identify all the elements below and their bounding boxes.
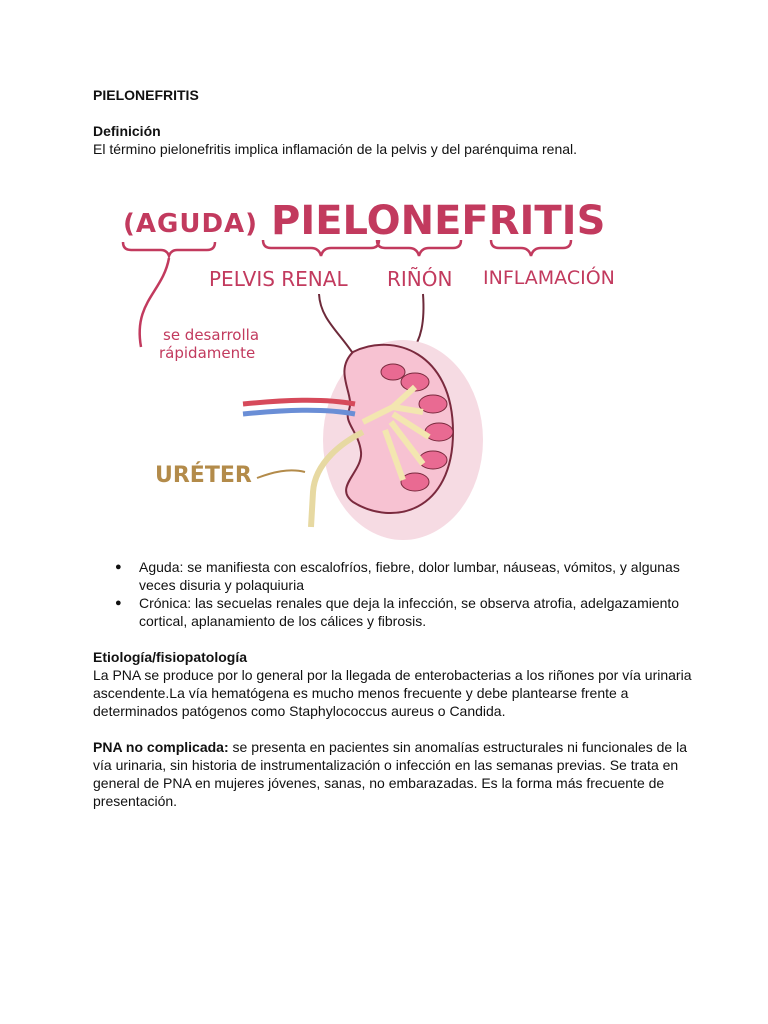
note-line2: rápidamente bbox=[159, 344, 256, 362]
etiology-heading: Etiología/fisiopatología bbox=[93, 649, 247, 665]
document-page bbox=[93, 86, 693, 810]
list-item-cronica: ● Crónica: las secuelas renales que deja la infección, se observa atrofia, adelgazamiento cortical, aplanamiento de los cálices y fibrosis. bbox=[139, 594, 693, 630]
renal-artery bbox=[243, 400, 355, 404]
pna-no-complicada-text: se presenta en pacientes sin anomalías estructurales ni funcionales de la vía urinaria, sin historia de instrumentalización o infección en las semanas previas. Se trata en general de PNA en mujeres jóvenes, sanas, no embarazadas. Es la forma más frecuente de presentación. bbox=[93, 739, 688, 809]
definition-text: El término pielonefritis implica inflamación de la pelvis y del parénquima renal. bbox=[93, 141, 578, 157]
label-pielonefritis: PIELONEFRITIS bbox=[271, 198, 606, 244]
ureter-pointer bbox=[257, 470, 305, 478]
label-inflamacion: INFLAMACIÓN bbox=[483, 267, 615, 289]
pyelonephritis-illustration bbox=[93, 182, 663, 544]
pna-no-complicada-paragraph bbox=[93, 738, 693, 810]
label-aguda: (AGUDA) bbox=[123, 209, 259, 239]
note-line1: se desarrolla bbox=[163, 326, 260, 344]
pna-no-complicada-heading: PNA no complicada: bbox=[93, 739, 229, 755]
document-title: PIELONEFRITIS bbox=[93, 87, 199, 103]
list-item-aguda: ● Aguda: se manifiesta con escalofríos, fiebre, dolor lumbar, náuseas, vómitos, y algunas veces disuria y polaquiuria bbox=[139, 558, 693, 594]
type-list bbox=[93, 558, 693, 630]
brace-aguda bbox=[123, 242, 215, 256]
renal-vein bbox=[243, 410, 355, 414]
label-rinon: RIÑÓN bbox=[387, 267, 453, 291]
label-pelvis-renal: PELVIS RENAL bbox=[209, 267, 348, 291]
definition-heading: Definición bbox=[93, 123, 161, 139]
label-ureter: URÉTER bbox=[155, 463, 252, 488]
etiology-text: La PNA se produce por lo general por la llegada de enterobacterias a los riñones por vía urinaria ascendente.La vía hematógena es mucho menos frecuente y debe plantearse frente a determinados patógenos como Staphylococcus aureus o Candida. bbox=[93, 667, 692, 719]
